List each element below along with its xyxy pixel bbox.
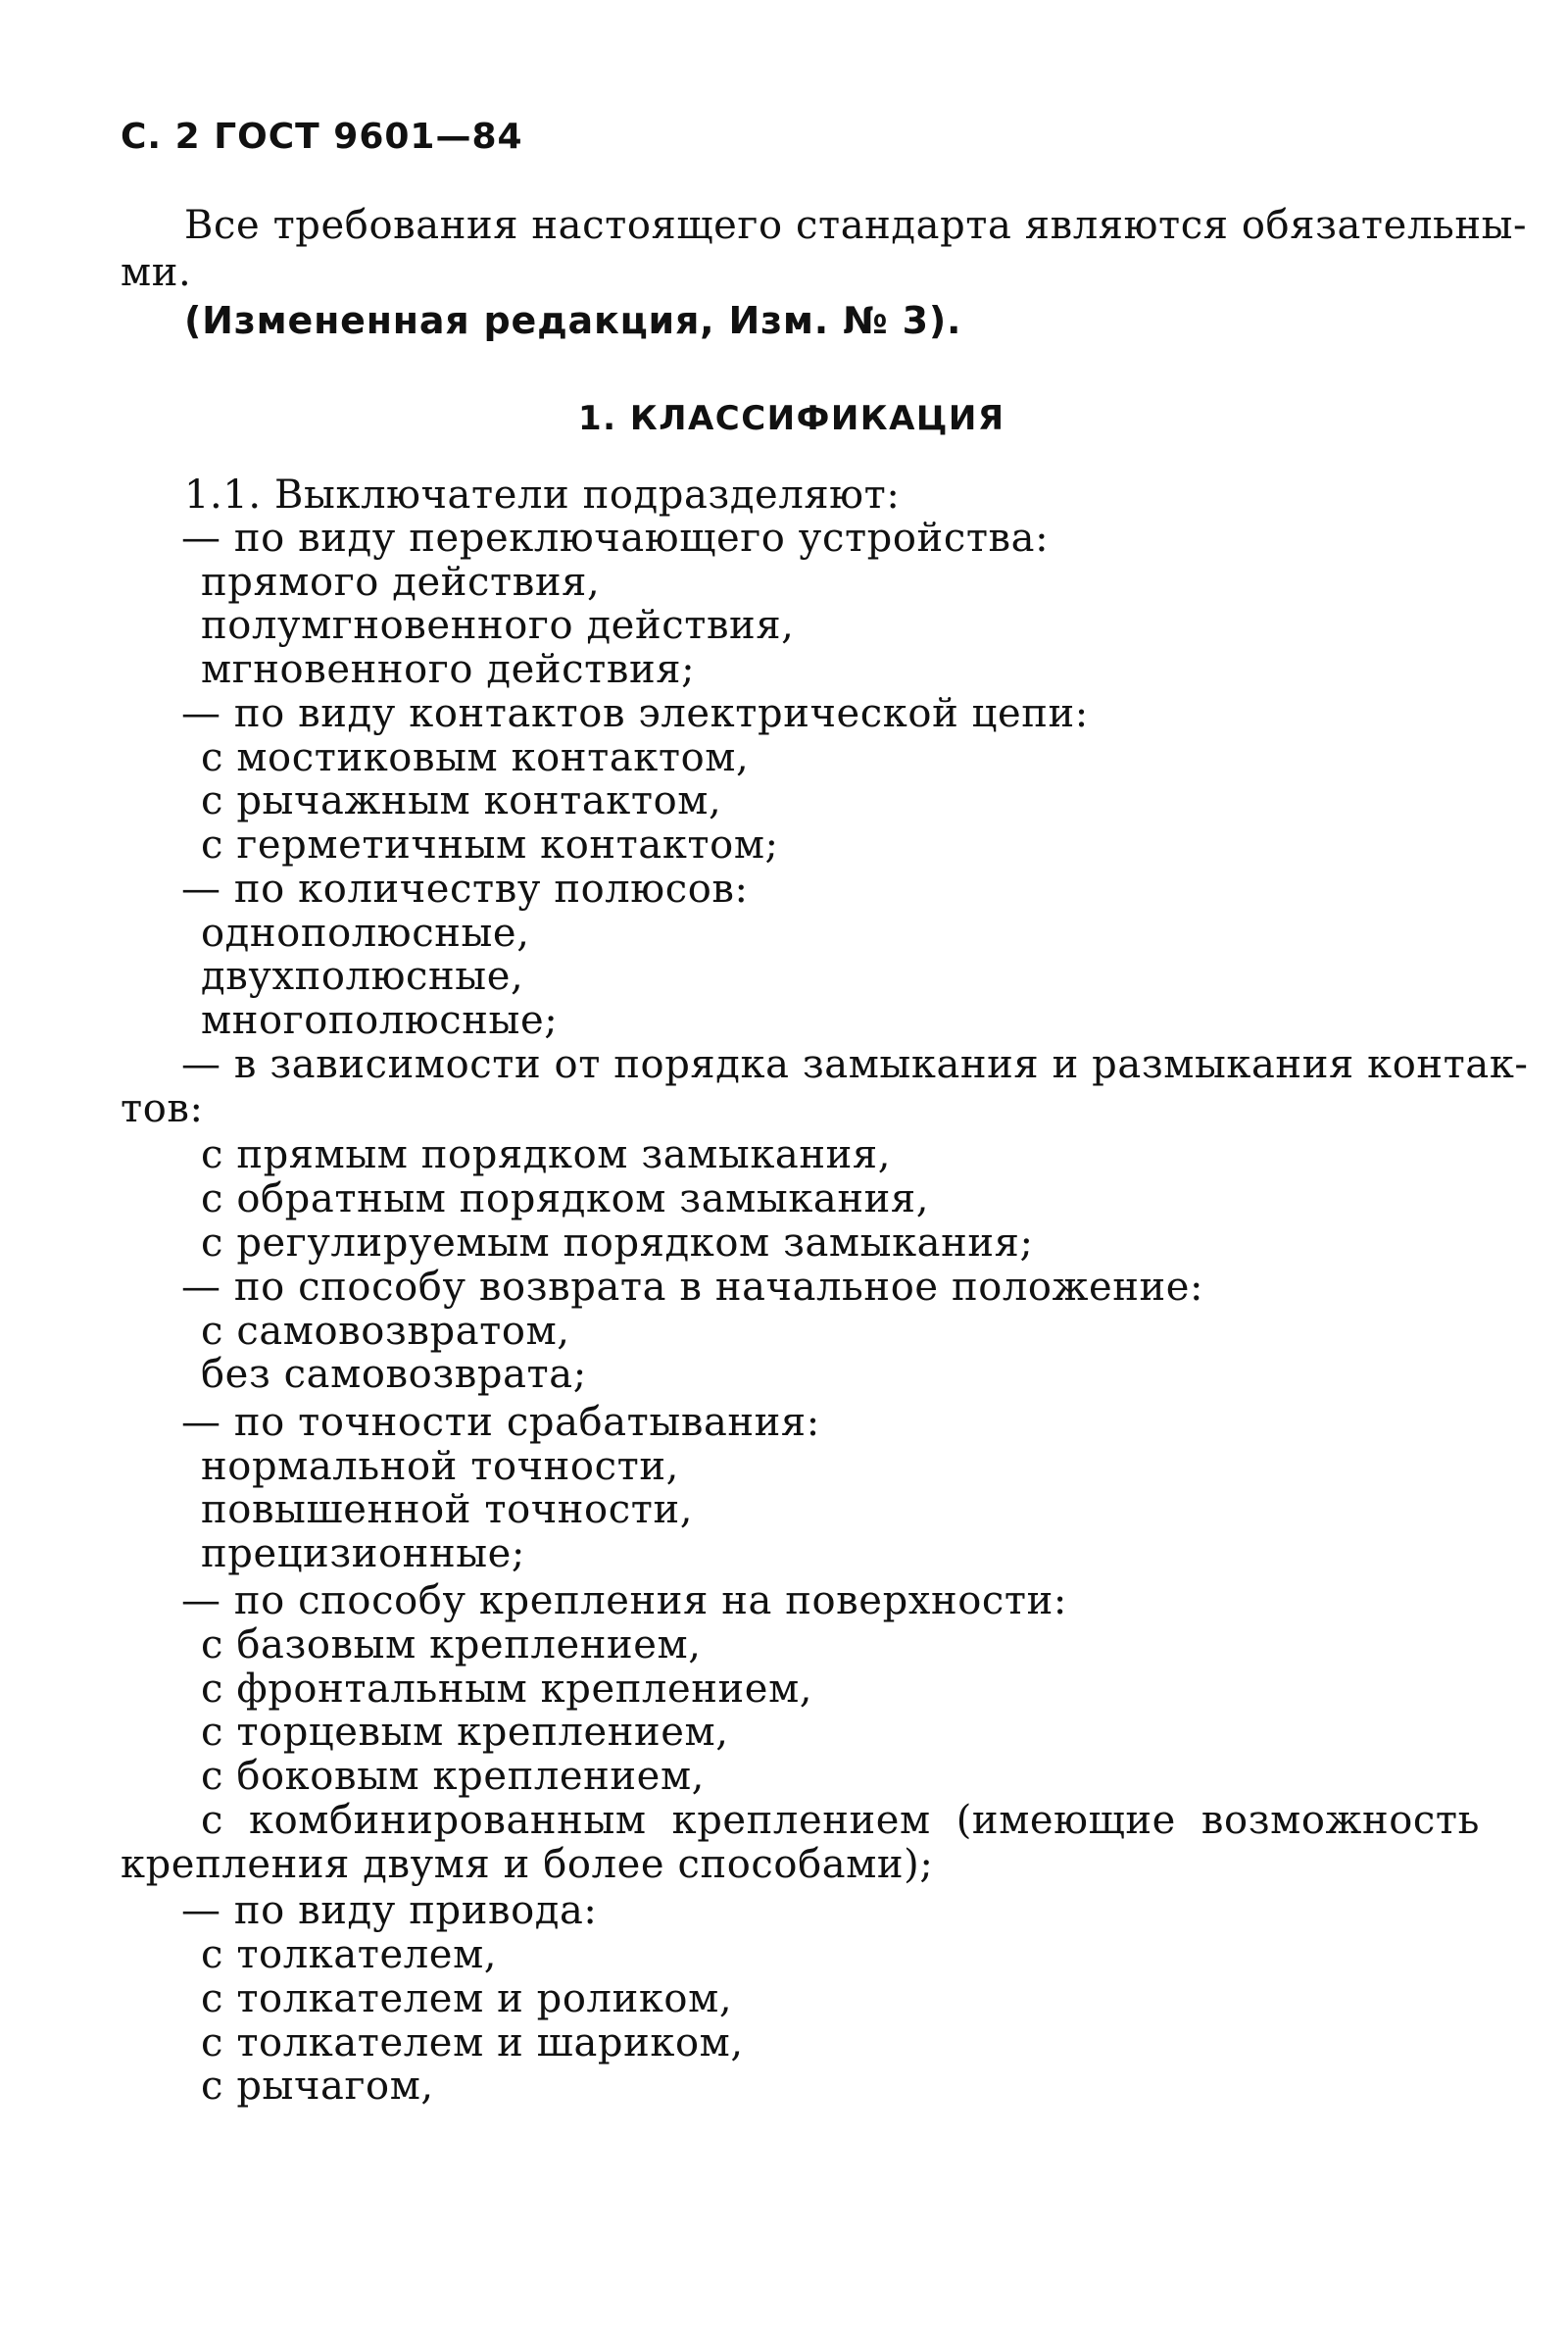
amendment-note: (Измененная редакция, Изм. № 3). — [184, 299, 962, 342]
group-head: — по виду контактов электрической цепи: — [181, 691, 1089, 736]
page-header: С. 2 ГОСТ 9601—84 — [121, 117, 523, 157]
intro-line-cont: ми. — [121, 250, 192, 295]
group-head: — по виду переключающего устройства: — [181, 516, 1050, 561]
list-item: с фронтальным креплением, — [201, 1667, 813, 1712]
list-item: с толкателем и роликом, — [201, 1976, 733, 2021]
list-item: с комбинированным креплением (имеющие возможность — [201, 1798, 1480, 1843]
list-item: двухполюсные, — [201, 954, 524, 999]
list-item: прямого действия, — [201, 560, 601, 605]
section-title: 1. КЛАССИФИКАЦИЯ — [578, 399, 1005, 438]
group-head: — по способу крепления на поверхности: — [181, 1578, 1067, 1623]
list-item: с герметичным контактом; — [201, 822, 779, 868]
clause-lead: 1.1. Выключатели подразделяют: — [184, 473, 901, 518]
list-item: повышенной точности, — [201, 1487, 694, 1532]
group-head: — по точности срабатывания: — [181, 1400, 820, 1445]
list-item: полумгновенного действия, — [201, 603, 795, 648]
list-item: прецизионные; — [201, 1531, 525, 1576]
group-head: — в зависимости от порядка замыкания и размыкания контак- — [181, 1042, 1529, 1087]
group-head: — по виду привода: — [181, 1888, 598, 1933]
group-head: — по количеству полюсов: — [181, 867, 749, 912]
list-item: без самовозврата; — [201, 1352, 587, 1397]
group-head: — по способу возврата в начальное положение: — [181, 1265, 1204, 1310]
list-item: с обратным порядком замыкания, — [201, 1176, 930, 1221]
list-item: с боковым креплением, — [201, 1754, 705, 1799]
list-item: с толкателем и шариком, — [201, 2020, 744, 2065]
list-item: с прямым порядком замыкания, — [201, 1132, 892, 1177]
list-item: с рычагом, — [201, 2064, 434, 2109]
list-item-cont: крепления двумя и более способами); — [121, 1842, 934, 1887]
list-item: с базовым креплением, — [201, 1622, 702, 1667]
list-item: с мостиковым контактом, — [201, 735, 750, 780]
list-item: однополюсные, — [201, 911, 530, 956]
group-head-cont: тов: — [121, 1086, 204, 1131]
list-item: с самовозвратом, — [201, 1309, 570, 1354]
list-item: мгновенного действия; — [201, 647, 696, 692]
list-item: с торцевым креплением, — [201, 1710, 729, 1755]
intro-line: Все требования настоящего стандарта являются обязательны- — [184, 203, 1528, 248]
list-item: нормальной точности, — [201, 1444, 679, 1489]
list-item: с толкателем, — [201, 1932, 498, 1977]
list-item: с регулируемым порядком замыкания; — [201, 1220, 1034, 1266]
list-item: многополюсные; — [201, 998, 559, 1043]
list-item: с рычажным контактом, — [201, 778, 722, 823]
